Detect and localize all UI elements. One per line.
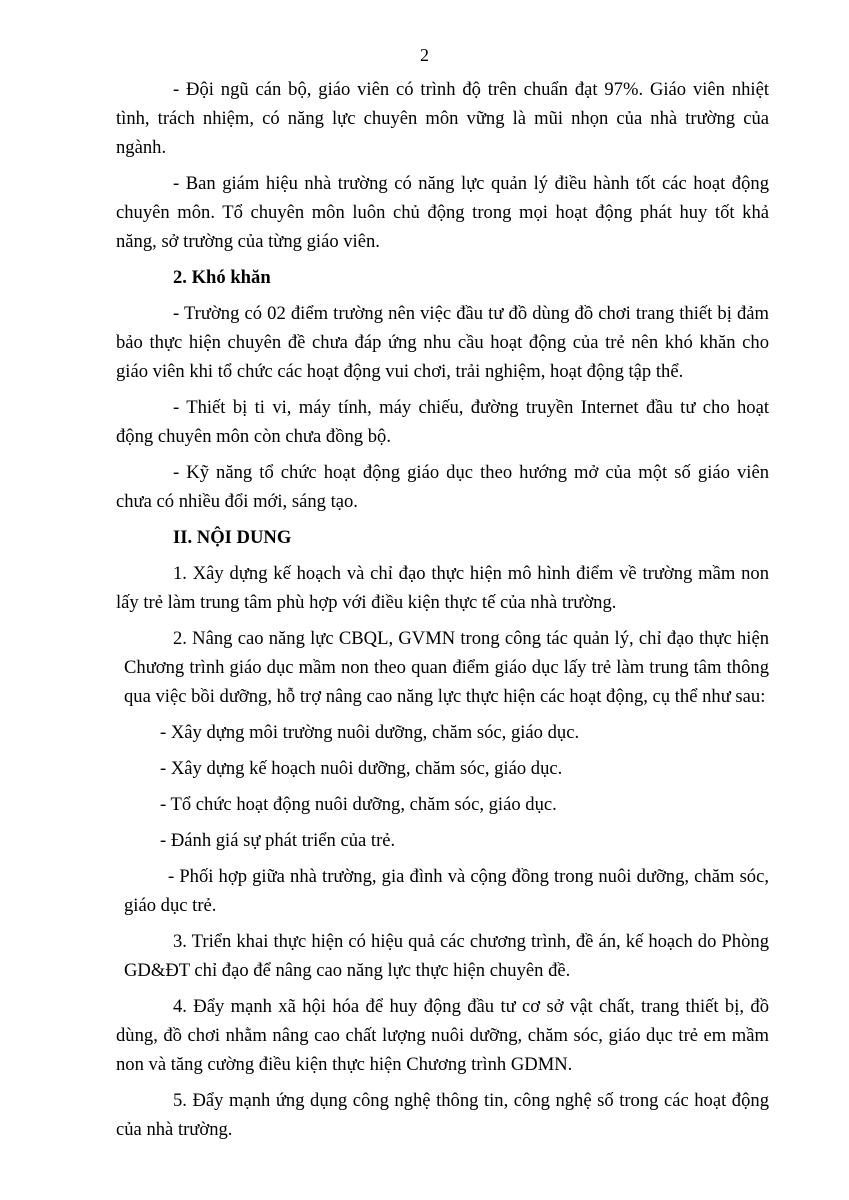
content-item-2: 2. Nâng cao năng lực CBQL, GVMN trong công tác quản lý, chỉ đạo thực hiện Chương trình giáo dục mầm non theo quan điểm giáo dục lấy trẻ làm trung tâm thông qua việc bồi dưỡng, hỗ trợ nâng cao năng lực thực hiện các hoạt động, cụ thể như sau: xyxy=(124,628,769,707)
content-item-2-sub: - Phối hợp giữa nhà trường, gia đình và cộng đồng trong nuôi dưỡng, chăm sóc, giáo dục trẻ. xyxy=(124,866,769,916)
content-item-2-sub: - Tổ chức hoạt động nuôi dưỡng, chăm sóc, giáo dục. xyxy=(160,794,557,815)
advantage-management-paragraph: - Ban giám hiệu nhà trường có năng lực quản lý điều hành tốt các hoạt động chuyên môn. Tổ chuyên môn luôn chủ động trong mọi hoạt động phát huy tốt khả năng, sở trường của từng giáo viên. xyxy=(116,173,769,252)
page-content xyxy=(116,75,769,1151)
difficulties-heading: 2. Khó khăn xyxy=(173,267,271,288)
content-item-2-sub: - Xây dựng kế hoạch nuôi dưỡng, chăm sóc, giáo dục. xyxy=(160,758,563,779)
advantage-staff-paragraph: - Đội ngũ cán bộ, giáo viên có trình độ trên chuẩn đạt 97%. Giáo viên nhiệt tình, trách nhiệm, có năng lực chuyên môn vững là mũi nhọn của nhà trường của ngành. xyxy=(116,79,769,158)
content-item-3: 3. Triển khai thực hiện có hiệu quả các chương trình, đề án, kế hoạch do Phòng GD&ĐT chỉ đạo để nâng cao năng lực thực hiện chuyên đề. xyxy=(124,931,769,981)
content-item-2-sub: - Xây dựng môi trường nuôi dưỡng, chăm sóc, giáo dục. xyxy=(160,722,580,743)
difficulty-item: - Thiết bị ti vi, máy tính, máy chiếu, đường truyền Internet đầu tư cho hoạt động chuyên môn còn chưa đồng bộ. xyxy=(116,397,769,447)
page-number: 2 xyxy=(420,45,429,65)
difficulty-item: - Kỹ năng tổ chức hoạt động giáo dục theo hướng mở của một số giáo viên chưa có nhiều đổi mới, sáng tạo. xyxy=(116,462,769,512)
content-item-5: 5. Đẩy mạnh ứng dụng công nghệ thông tin, công nghệ số trong các hoạt động của nhà trường. xyxy=(116,1090,769,1140)
difficulty-item: - Trường có 02 điểm trường nên việc đầu tư đồ dùng đồ chơi trang thiết bị đảm bảo thực hiện chuyên đề chưa đáp ứng nhu cầu hoạt động của trẻ nên khó khăn cho giáo viên khi tổ chức các hoạt động vui chơi, trải nghiệm, hoạt động tập thể. xyxy=(116,303,769,382)
content-item-1: 1. Xây dựng kế hoạch và chỉ đạo thực hiện mô hình điểm về trường mầm non lấy trẻ làm trung tâm phù hợp với điều kiện thực tế của nhà trường. xyxy=(116,563,769,613)
content-section-heading: II. NỘI DUNG xyxy=(173,527,292,548)
content-item-2-sub: - Đánh giá sự phát triển của trẻ. xyxy=(160,830,396,851)
content-item-4: 4. Đẩy mạnh xã hội hóa để huy động đầu tư cơ sở vật chất, trang thiết bị, đồ dùng, đồ chơi nhằm nâng cao chất lượng nuôi dưỡng, chăm sóc, giáo dục trẻ em mầm non và tăng cường điều kiện thực hiện Chương trình GDMN. xyxy=(116,996,769,1075)
